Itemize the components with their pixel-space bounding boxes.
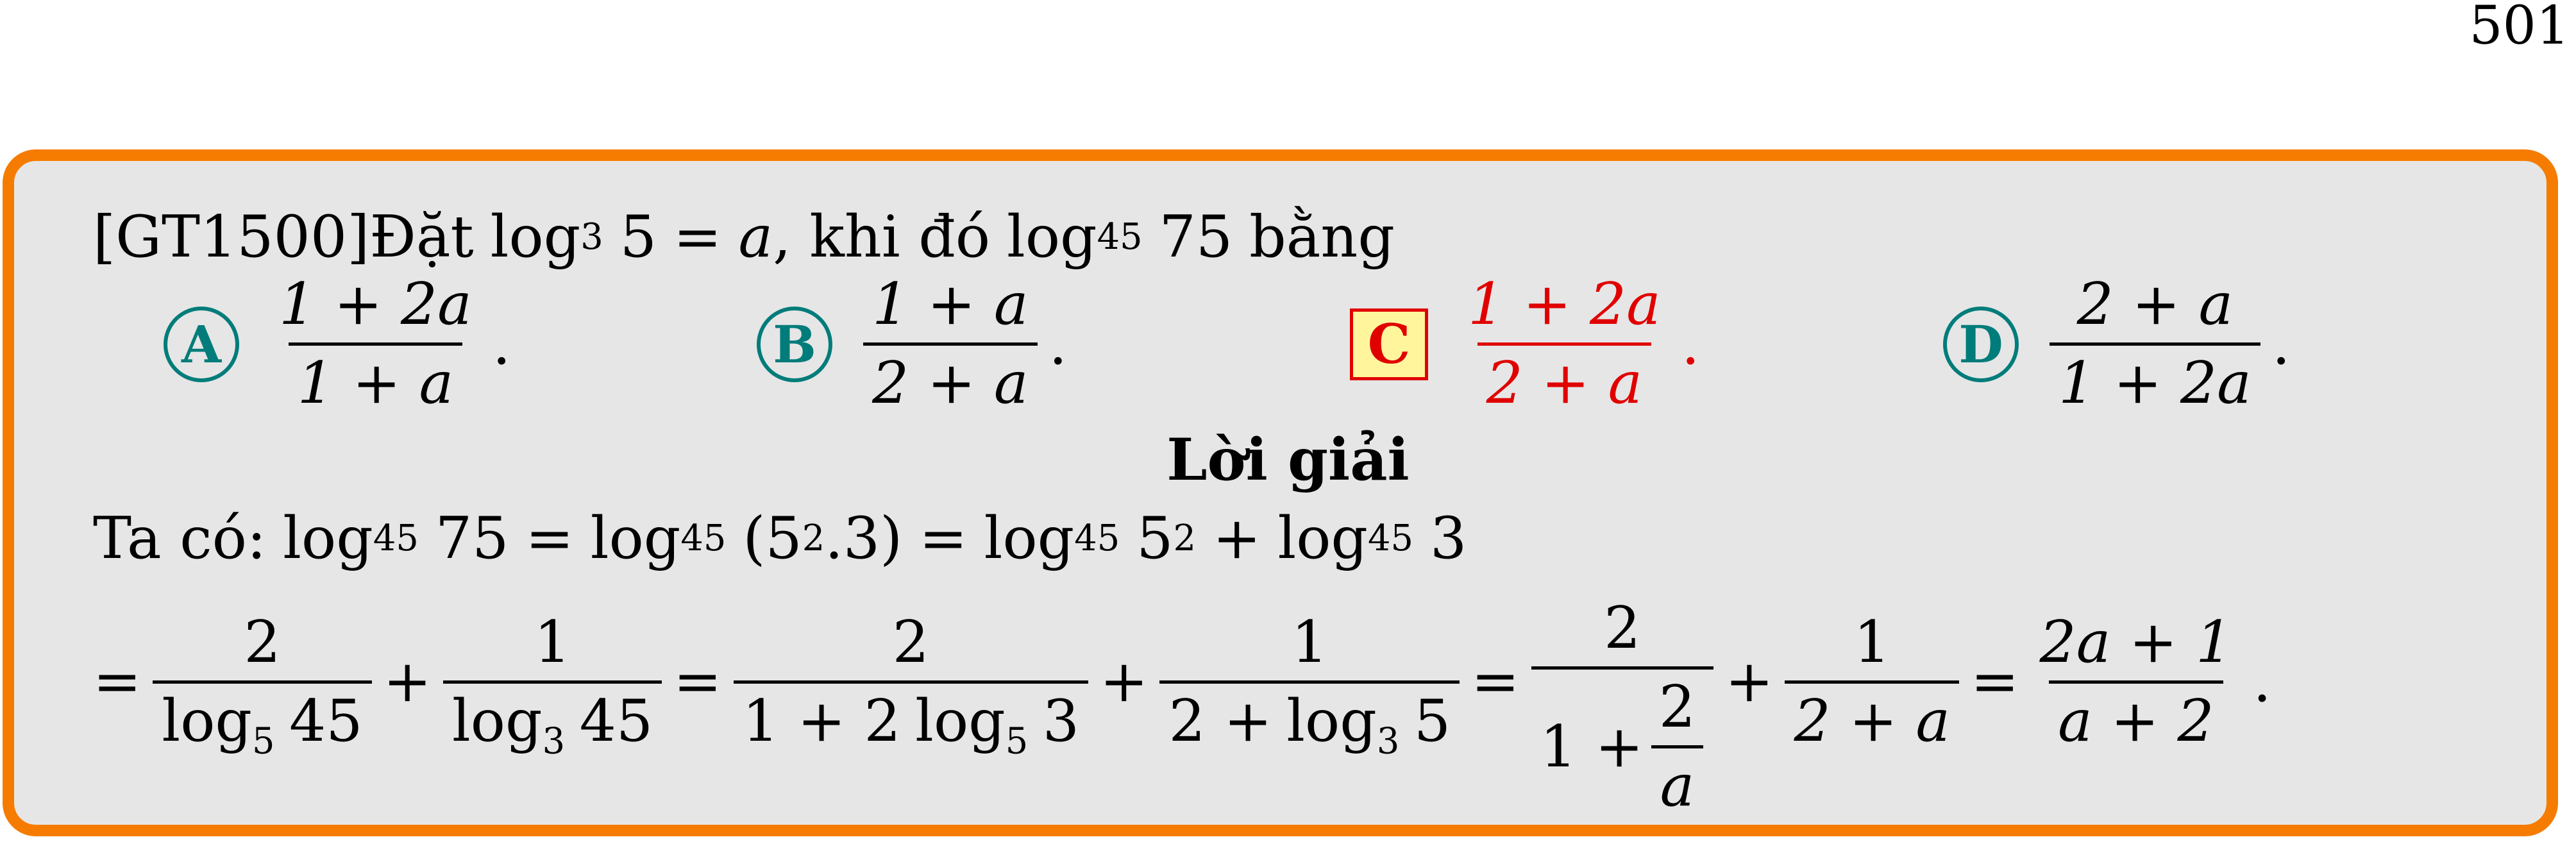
equals-sign: = (1471, 648, 1520, 715)
fraction-numerator: 2 (1658, 673, 1696, 741)
paren-open: (5 (743, 505, 802, 572)
option-dot: . (492, 310, 511, 378)
question-intro: Đặt (369, 203, 474, 271)
solution-line-2 (93, 574, 2271, 820)
option-dot: . (2271, 310, 2291, 378)
option-c-badge[interactable]: C (1350, 308, 1428, 380)
page-number: 501 (2469, 0, 2570, 56)
fraction-2-over-1-plus-2-over-a (1531, 595, 1714, 820)
fraction-1-over-2-plus-a (1785, 608, 1959, 755)
plus-sign: + (1213, 505, 1261, 572)
option-d[interactable] (1943, 271, 2291, 417)
log-arg-75: 75 (1159, 203, 1233, 271)
fraction-denominator: $\log_5$ 45 (153, 680, 371, 750)
equals-sign: = (919, 505, 968, 572)
equals-sign: = (93, 648, 142, 715)
question-id: [GT1500] (93, 203, 370, 271)
fraction-denominator: 1 + 2 $\log_5$ 3 (734, 680, 1089, 750)
plus-sign: + (383, 648, 432, 715)
fraction-2-over-1-plus-2log5-3 (734, 608, 1089, 763)
equals-sign: = (1971, 648, 2019, 715)
fraction-denominator: a + 2 (2049, 680, 2223, 750)
fraction-numerator: 2 + a (2076, 271, 2234, 338)
fraction-denominator: 2 + a (1477, 342, 1652, 412)
nested-fraction-2-over-a (1650, 673, 1705, 820)
fraction-numerator: 1 (1291, 608, 1328, 676)
fraction-numerator: 1 (534, 608, 571, 676)
option-a-fraction (270, 271, 481, 417)
fraction-denominator: 2 + $\log_3$ 5 (1159, 680, 1460, 750)
option-dot: . (1681, 310, 1700, 378)
option-b[interactable] (757, 271, 1068, 417)
log-op-2: log (1007, 203, 1097, 271)
log-op: log (1277, 505, 1368, 572)
fraction-numerator: 2 (1604, 595, 1641, 662)
fraction-numerator: 2 (244, 608, 281, 676)
option-d-badge[interactable]: D (1943, 307, 2019, 382)
fraction-result (2030, 608, 2241, 755)
solution-line-1: Ta có: log 45 75 = log 45 (5 2 .3) = log 45 5 2 + log 45 3 (93, 505, 1467, 572)
fraction-denominator: 2 + a (1785, 680, 1959, 750)
log-arg-5: 5 (619, 203, 657, 271)
fraction-numerator: 1 + 2a (279, 271, 472, 338)
fraction-denominator: 1 + 2a (2050, 342, 2260, 412)
equals-sign: = (525, 505, 574, 572)
option-a-badge[interactable]: A (164, 307, 239, 382)
fraction-numerator: 1 + 2a (1468, 271, 1661, 338)
fraction-numerator: 2 (892, 608, 929, 676)
log-arg-75: 75 (435, 505, 509, 572)
fraction-1-over-log3-45 (443, 608, 662, 763)
fraction-numerator: 1 + a (872, 271, 1029, 338)
paren-close: .3) (825, 505, 903, 572)
fraction-denominator: $\log_3$ 45 (443, 680, 662, 750)
log-op: log (984, 505, 1075, 572)
option-c[interactable] (1350, 271, 1700, 417)
solution-prefix: Ta có: (93, 505, 267, 572)
fraction-numerator: 1 (1853, 608, 1890, 676)
log-arg-5: 5 (1136, 505, 1174, 572)
log-op: log (490, 203, 581, 271)
plus-sign: + (1100, 648, 1149, 715)
log-arg-3: 3 (1430, 505, 1467, 572)
option-dot: . (1048, 310, 1068, 378)
option-d-fraction (2050, 271, 2260, 417)
solution-heading: Lời giải (1166, 426, 1410, 494)
question-line: [GT1500] Đặt log 3 5 = a , khi đó log 45 75 bằng (93, 203, 1395, 271)
final-dot: . (2253, 648, 2271, 715)
option-b-fraction (863, 271, 1038, 417)
option-c-fraction (1459, 271, 1670, 417)
fraction-denominator: 1 + $\frac{2}{a}$ (1531, 666, 1714, 815)
fraction-denominator: 2 + a (863, 342, 1038, 412)
fraction-2-over-log5-45 (153, 608, 371, 763)
equals-sign: = (673, 648, 722, 715)
fraction-denominator: a (1651, 745, 1704, 815)
question-equals-word: bằng (1249, 203, 1395, 271)
fraction-1-over-2-plus-log3-5 (1159, 608, 1460, 763)
var-a: a (738, 203, 773, 271)
option-a[interactable] (164, 271, 511, 417)
question-then: , khi đó (773, 203, 991, 271)
log-op: log (590, 505, 681, 572)
plus-sign: + (1725, 648, 1774, 715)
option-b-badge[interactable]: B (757, 307, 832, 382)
fraction-denominator: 1 + a (289, 342, 463, 412)
log-op: log (283, 505, 373, 572)
fraction-numerator: 2a + 1 (2039, 608, 2233, 676)
equals-sign: = (673, 203, 722, 271)
